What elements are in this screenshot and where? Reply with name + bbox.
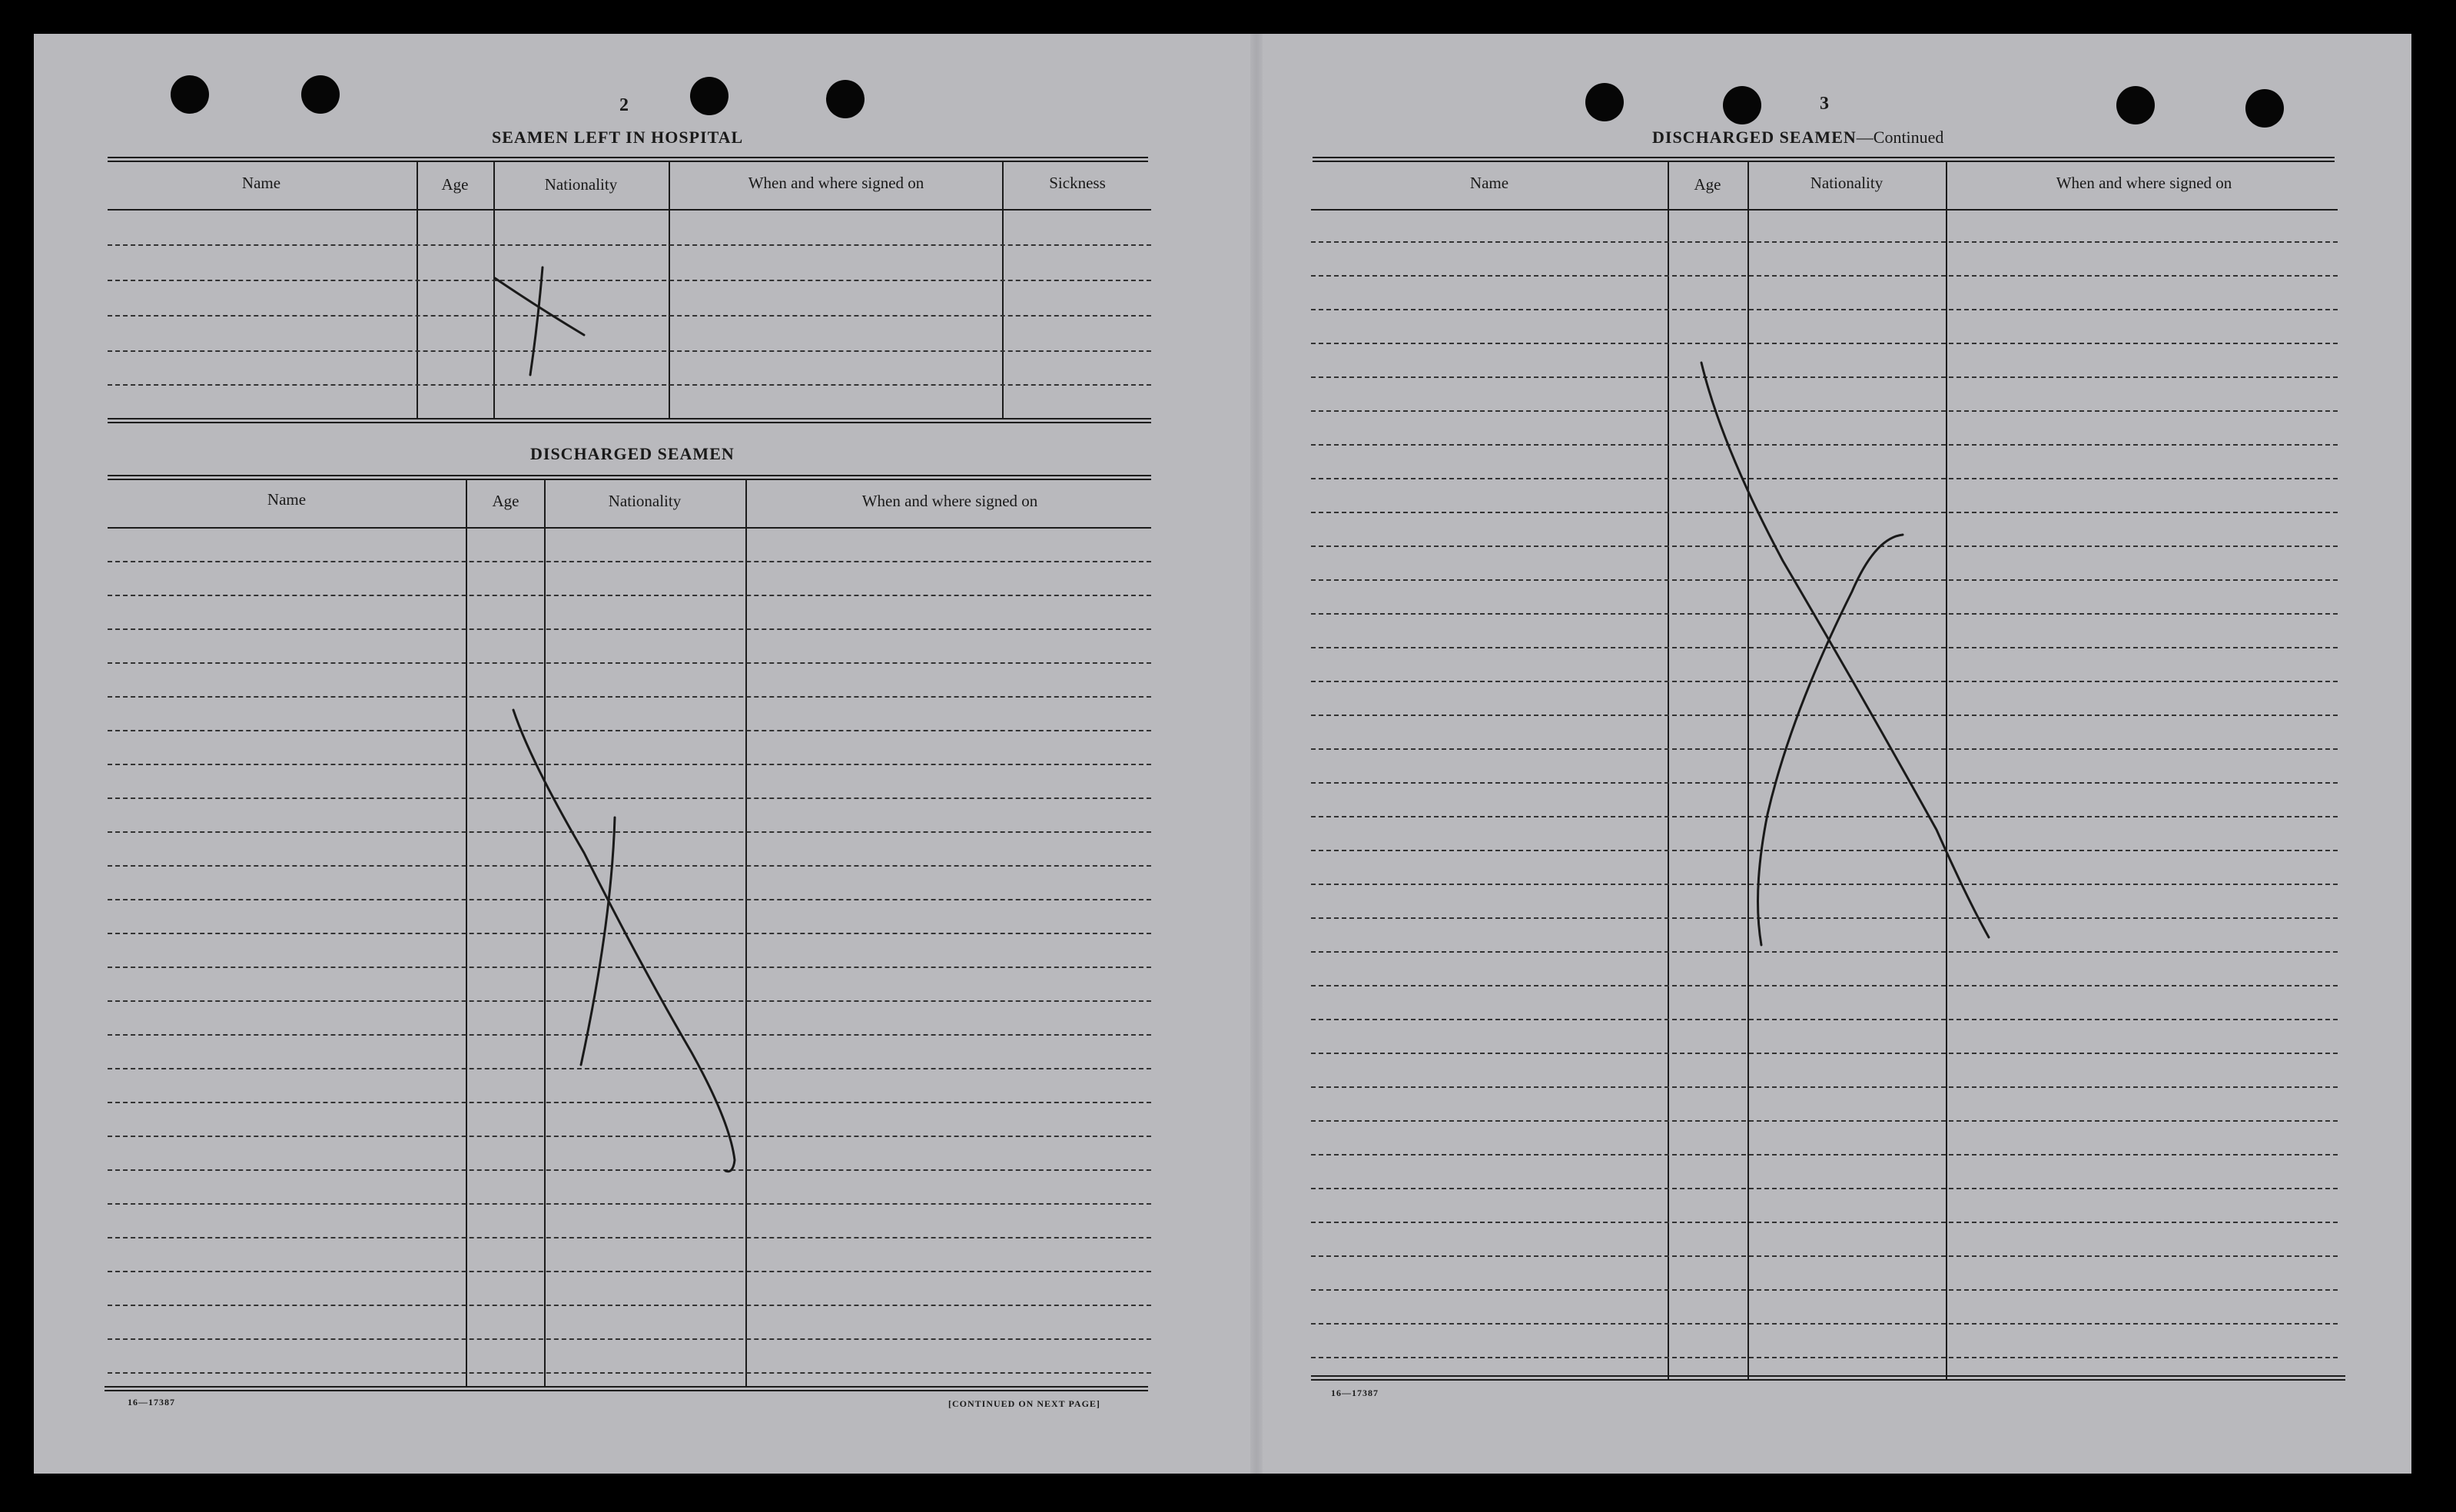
entry-line	[108, 628, 1151, 630]
entry-line	[1311, 512, 2338, 513]
entry-line	[108, 662, 1151, 664]
entry-line	[108, 1102, 1151, 1103]
entry-line	[108, 865, 1151, 867]
entry-line	[108, 1372, 1151, 1374]
entry-line	[1311, 410, 2338, 412]
continued-note: [CONTINUED ON NEXT PAGE]	[948, 1398, 1100, 1409]
entry-line	[1311, 816, 2338, 817]
hospital-entry-line	[108, 280, 1151, 281]
entry-line	[1311, 1053, 2338, 1054]
hospital-col-sickness: Sickness	[1049, 174, 1106, 192]
right-col-age: Age	[1694, 175, 1721, 194]
hospital-col-age: Age	[441, 175, 469, 194]
entry-line	[1311, 782, 2338, 784]
entry-line	[1311, 545, 2338, 547]
entry-line	[1311, 850, 2338, 851]
hospital-col-signed-on: When and where signed on	[748, 174, 924, 192]
discharged-col-nationality: Nationality	[608, 492, 682, 510]
entry-line	[108, 1169, 1151, 1171]
title-continued: —Continued	[1856, 128, 1944, 147]
entry-line	[1311, 1222, 2338, 1223]
hospital-col-divider	[669, 161, 670, 418]
hospital-col-nationality: Nationality	[544, 175, 618, 194]
hospital-entry-line	[108, 384, 1151, 386]
entry-line	[1311, 748, 2338, 750]
hospital-col-divider	[1002, 161, 1004, 418]
entry-line	[1311, 647, 2338, 648]
right-col-nationality: Nationality	[1810, 174, 1883, 192]
entry-line	[108, 933, 1151, 934]
entry-line	[1311, 275, 2338, 277]
right-col-signed-on: When and where signed on	[2056, 174, 2232, 192]
discharged-header-rule	[108, 527, 1151, 529]
punch-hole	[301, 75, 340, 114]
entry-line	[1311, 1120, 2338, 1122]
entry-line	[1311, 579, 2338, 581]
entry-line	[108, 797, 1151, 799]
right-top-rule	[1313, 157, 2335, 162]
entry-line	[108, 595, 1151, 596]
right-col-name: Name	[1469, 174, 1509, 192]
hospital-entry-line	[108, 315, 1151, 317]
entry-line	[1311, 478, 2338, 479]
title-main: DISCHARGED SEAMEN	[1652, 128, 1857, 147]
document-sheet	[34, 34, 2411, 1474]
hospital-col-divider	[493, 161, 495, 418]
entry-line	[108, 764, 1151, 765]
entry-line	[1311, 444, 2338, 446]
right-bottom-rule	[1311, 1375, 2345, 1381]
entry-line	[1311, 309, 2338, 310]
entry-line	[1311, 376, 2338, 378]
discharged-top-rule	[108, 475, 1151, 480]
form-number-left: 16—17387	[128, 1397, 175, 1408]
punch-hole	[690, 77, 729, 115]
entry-line	[1311, 241, 2338, 243]
entry-line	[1311, 1289, 2338, 1291]
hospital-bottom-rule	[108, 418, 1151, 423]
entry-line	[108, 1136, 1151, 1137]
hospital-top-rule	[108, 157, 1148, 162]
punch-hole	[2116, 86, 2155, 124]
hospital-col-divider	[417, 161, 418, 418]
punch-hole	[1723, 86, 1761, 124]
entry-line	[108, 1034, 1151, 1036]
entry-line	[108, 561, 1151, 562]
punch-hole	[2245, 89, 2284, 128]
entry-line	[1311, 917, 2338, 919]
punch-hole	[1585, 83, 1624, 121]
punch-hole	[171, 75, 209, 114]
entry-line	[1311, 951, 2338, 953]
entry-line	[108, 1338, 1151, 1340]
discharged-col-age: Age	[492, 492, 519, 510]
entry-line	[108, 1305, 1151, 1306]
entry-line	[1311, 985, 2338, 986]
form-number-right: 16—17387	[1331, 1388, 1379, 1398]
hospital-col-name: Name	[241, 174, 281, 192]
entry-line	[1311, 884, 2338, 885]
entry-line	[1311, 681, 2338, 682]
entry-line	[108, 730, 1151, 731]
page-fold	[1250, 34, 1263, 1474]
page-number-left: 2	[619, 95, 629, 115]
hospital-entry-line	[108, 244, 1151, 246]
entry-line	[1311, 715, 2338, 716]
entry-line	[1311, 1154, 2338, 1156]
entry-line	[1311, 1255, 2338, 1257]
right-header-rule	[1311, 209, 2338, 211]
entry-line	[1311, 613, 2338, 615]
entry-line	[108, 1271, 1151, 1272]
entry-line	[108, 1000, 1151, 1002]
entry-line	[1311, 1019, 2338, 1020]
page-number-right: 3	[1820, 94, 1829, 114]
discharged-col-name: Name	[267, 490, 307, 509]
entry-line	[108, 1068, 1151, 1069]
entry-line	[108, 1237, 1151, 1238]
discharged-continued-title	[1652, 128, 1943, 148]
discharged-col-signed-on: When and where signed on	[861, 492, 1038, 510]
entry-line	[1311, 343, 2338, 344]
entry-line	[108, 967, 1151, 968]
discharged-bottom-rule	[105, 1386, 1148, 1391]
entry-line	[1311, 1188, 2338, 1189]
entry-line	[108, 831, 1151, 833]
entry-line	[108, 1203, 1151, 1205]
hospital-entry-line	[108, 350, 1151, 352]
entry-line	[1311, 1357, 2338, 1358]
hospital-header-rule	[108, 209, 1151, 211]
entry-line	[1311, 1323, 2338, 1325]
hospital-section-title: SEAMEN LEFT IN HOSPITAL	[492, 128, 744, 147]
punch-hole	[826, 80, 865, 118]
discharged-section-title: DISCHARGED SEAMEN	[530, 444, 735, 463]
entry-line	[1311, 1086, 2338, 1088]
entry-line	[108, 899, 1151, 900]
entry-line	[108, 696, 1151, 698]
